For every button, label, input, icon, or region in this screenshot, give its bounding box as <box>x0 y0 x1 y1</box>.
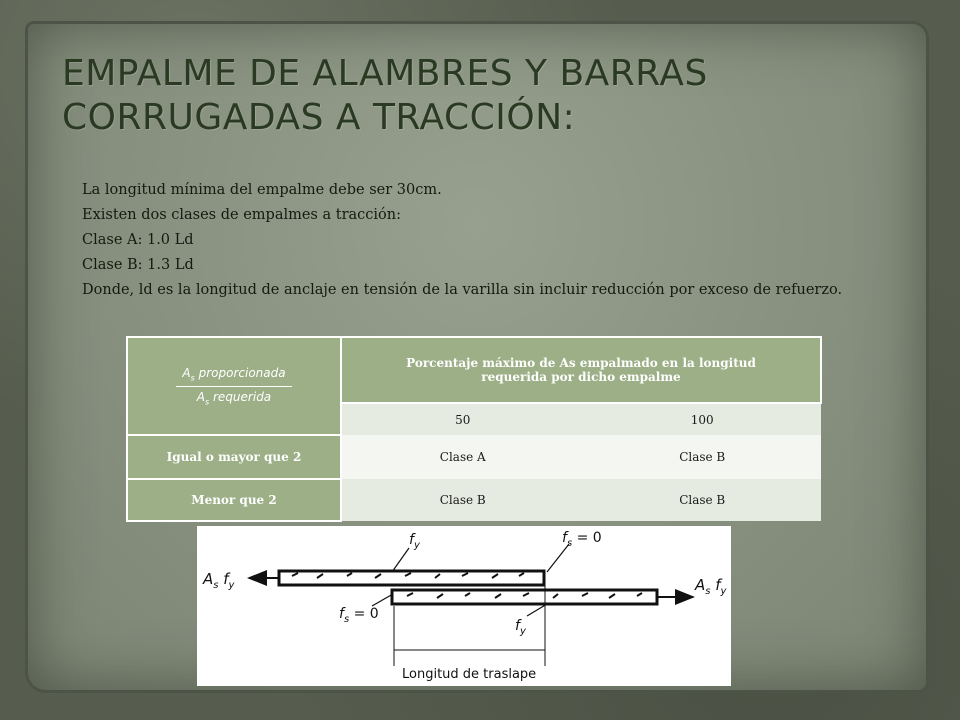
fs0-top-label: $f_s = 0$ <box>562 530 602 549</box>
force-left-label: $A_s$ $f_y$ <box>203 570 235 591</box>
paragraph-classes: Existen dos clases de empalmes a tracción: <box>82 207 401 223</box>
percentage-header-cell: Porcentaje máximo de As empalmado en la longitud requerida por dicho empalme <box>341 337 821 403</box>
row-label-lt2: Menor que 2 <box>127 479 341 521</box>
slide-title: EMPALME DE ALAMBRES Y BARRAS CORRUGADAS A TRACCIÓN: <box>62 53 708 138</box>
fy-bottom-leader <box>527 604 547 616</box>
col-50-header: 50 <box>341 403 583 435</box>
paragraph-min-length: La longitud mínima del empalme debe ser 30cm. <box>82 182 442 198</box>
table-cell: Clase B <box>583 435 821 479</box>
fy-top-label: $f_y$ <box>409 532 420 551</box>
paragraph-class-a: Clase A: 1.0 Ld <box>82 232 194 248</box>
ratio-denominator: $A_s$ requerida <box>196 389 272 406</box>
lap-splice-svg <box>197 526 731 686</box>
fs0-bottom-leader <box>372 594 393 606</box>
force-right-label: $A_s$ $f_y$ <box>695 576 727 597</box>
fy-bottom-label: $f_y$ <box>515 618 526 637</box>
paragraph-class-b: Clase B: 1.3 Ld <box>82 257 194 273</box>
fs0-bottom-label: $f_s = 0$ <box>339 606 379 625</box>
col-100-header: 100 <box>583 403 821 435</box>
table-cell: Clase B <box>583 479 821 521</box>
ratio-header-cell <box>127 337 341 435</box>
body-text <box>82 180 880 305</box>
fy-top-leader <box>392 548 409 572</box>
lap-splice-diagram <box>197 526 731 686</box>
lower-bar <box>392 590 657 604</box>
paragraph-definition: Donde, ld es la longitud de anclaje en tensión de la varilla sin incluir reducción por exceso de refuerzo. <box>82 282 843 298</box>
ratio-numerator: $A_s$ proporcionada <box>176 366 291 386</box>
fs0-top-leader <box>547 544 569 572</box>
length-label: Longitud de traslape <box>402 667 537 682</box>
splice-class-table <box>126 336 822 522</box>
upper-bar <box>279 571 544 585</box>
table-cell: Clase B <box>341 479 583 521</box>
table-cell: Clase A <box>341 435 583 479</box>
ratio-fraction <box>176 366 291 406</box>
row-label-gte2: Igual o mayor que 2 <box>127 435 341 479</box>
